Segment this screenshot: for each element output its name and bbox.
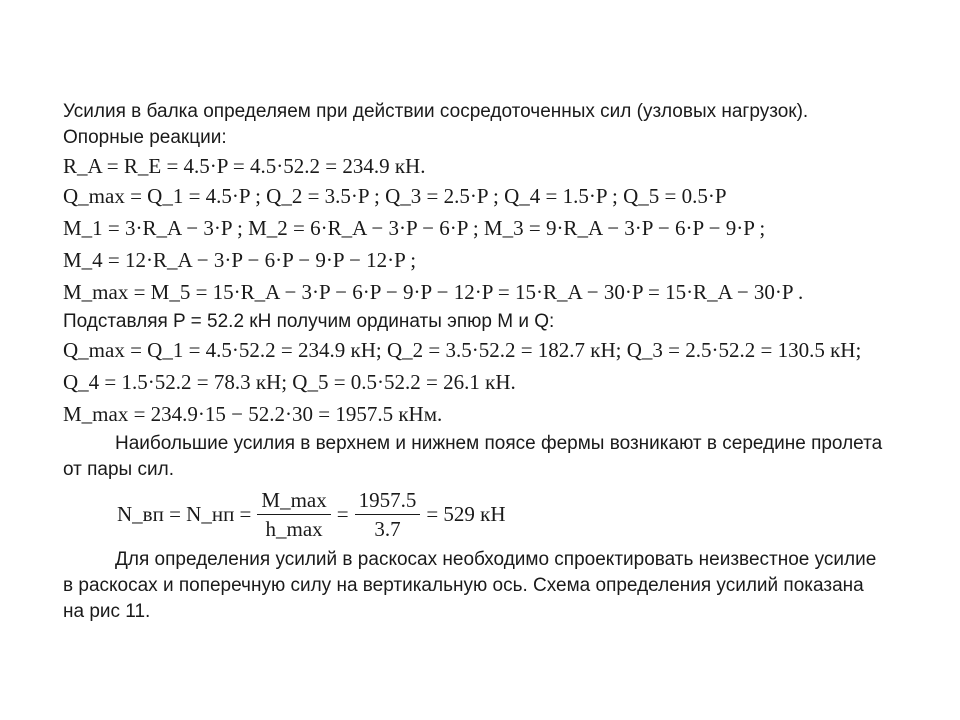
formula-q-values-2: Q_4 = 1.5·52.2 = 78.3 кН; Q_5 = 0.5·52.2 = 26.1 кН. <box>63 370 516 394</box>
formula-moment-max: M_max = M_5 = 15·R_A − 3·P − 6·P − 9·P − 12·P = 15·R_A − 30·P = 15·R_A − 30·P . <box>63 280 804 304</box>
fraction-numerator-value: 1957.5 <box>355 488 421 515</box>
fraction-denominator-value: 3.7 <box>374 516 401 541</box>
formula-m-max-value: M_max = 234.9·15 − 52.2·30 = 1957.5 кНм. <box>63 402 443 426</box>
fraction-denominator: h_max <box>265 516 323 541</box>
formula-reactions: R_A = R_E = 4.5·P = 4.5·52.2 = 234.9 кН. <box>63 154 426 178</box>
formula-equals: = <box>336 501 349 526</box>
formula-shear-forces: Q_max = Q_1 = 4.5·P ; Q_2 = 3.5·P ; Q_3 = 2.5·P ; Q_4 = 1.5·P ; Q_5 = 0.5·P <box>63 184 727 208</box>
fraction-numerator: M_max <box>257 488 330 515</box>
text-line-2: Опорные реакции: <box>63 127 227 148</box>
formula-moments-1-3: M_1 = 3·R_A − 3·P ; M_2 = 6·R_A − 3·P − 6·P ; M_3 = 9·R_A − 3·P − 6·P − 9·P ; <box>63 216 766 240</box>
text-paragraph-2-line-3: на рис 11. <box>63 601 151 622</box>
text-paragraph-1: Наибольшие усилия в верхнем и нижнем поясе фермы возникают в середине пролета <box>115 433 883 454</box>
text-line-1: Усилия в балка определяем при действии сосредоточенных сил (узловых нагрузок). <box>63 101 809 122</box>
text-paragraph-2-line-2: в раскосах и поперечную силу на вертикальную ось. Схема определения усилий показана <box>63 575 864 596</box>
formula-moment-4: M_4 = 12·R_A − 3·P − 6·P − 9·P − 12·P ; <box>63 248 417 272</box>
formula-result: = 529 кН <box>426 501 506 526</box>
fraction-values <box>355 488 421 541</box>
formula-q-values-1: Q_max = Q_1 = 4.5·52.2 = 234.9 кН; Q_2 = 3.5·52.2 = 182.7 кН; Q_3 = 2.5·52.2 = 130.5 кН; <box>63 338 862 362</box>
formula-lhs: N_вп = N_нп = <box>117 501 252 526</box>
text-paragraph-1-cont: от пары сил. <box>63 459 174 480</box>
text-substitution: Подставляя P = 52.2 кН получим ординаты эпюр M и Q: <box>63 311 555 332</box>
fraction-moment-height <box>257 488 330 541</box>
formula-axial-force <box>117 484 506 544</box>
text-paragraph-2: Для определения усилий в раскосах необходимо спроектировать неизвестное усилие <box>115 549 877 570</box>
